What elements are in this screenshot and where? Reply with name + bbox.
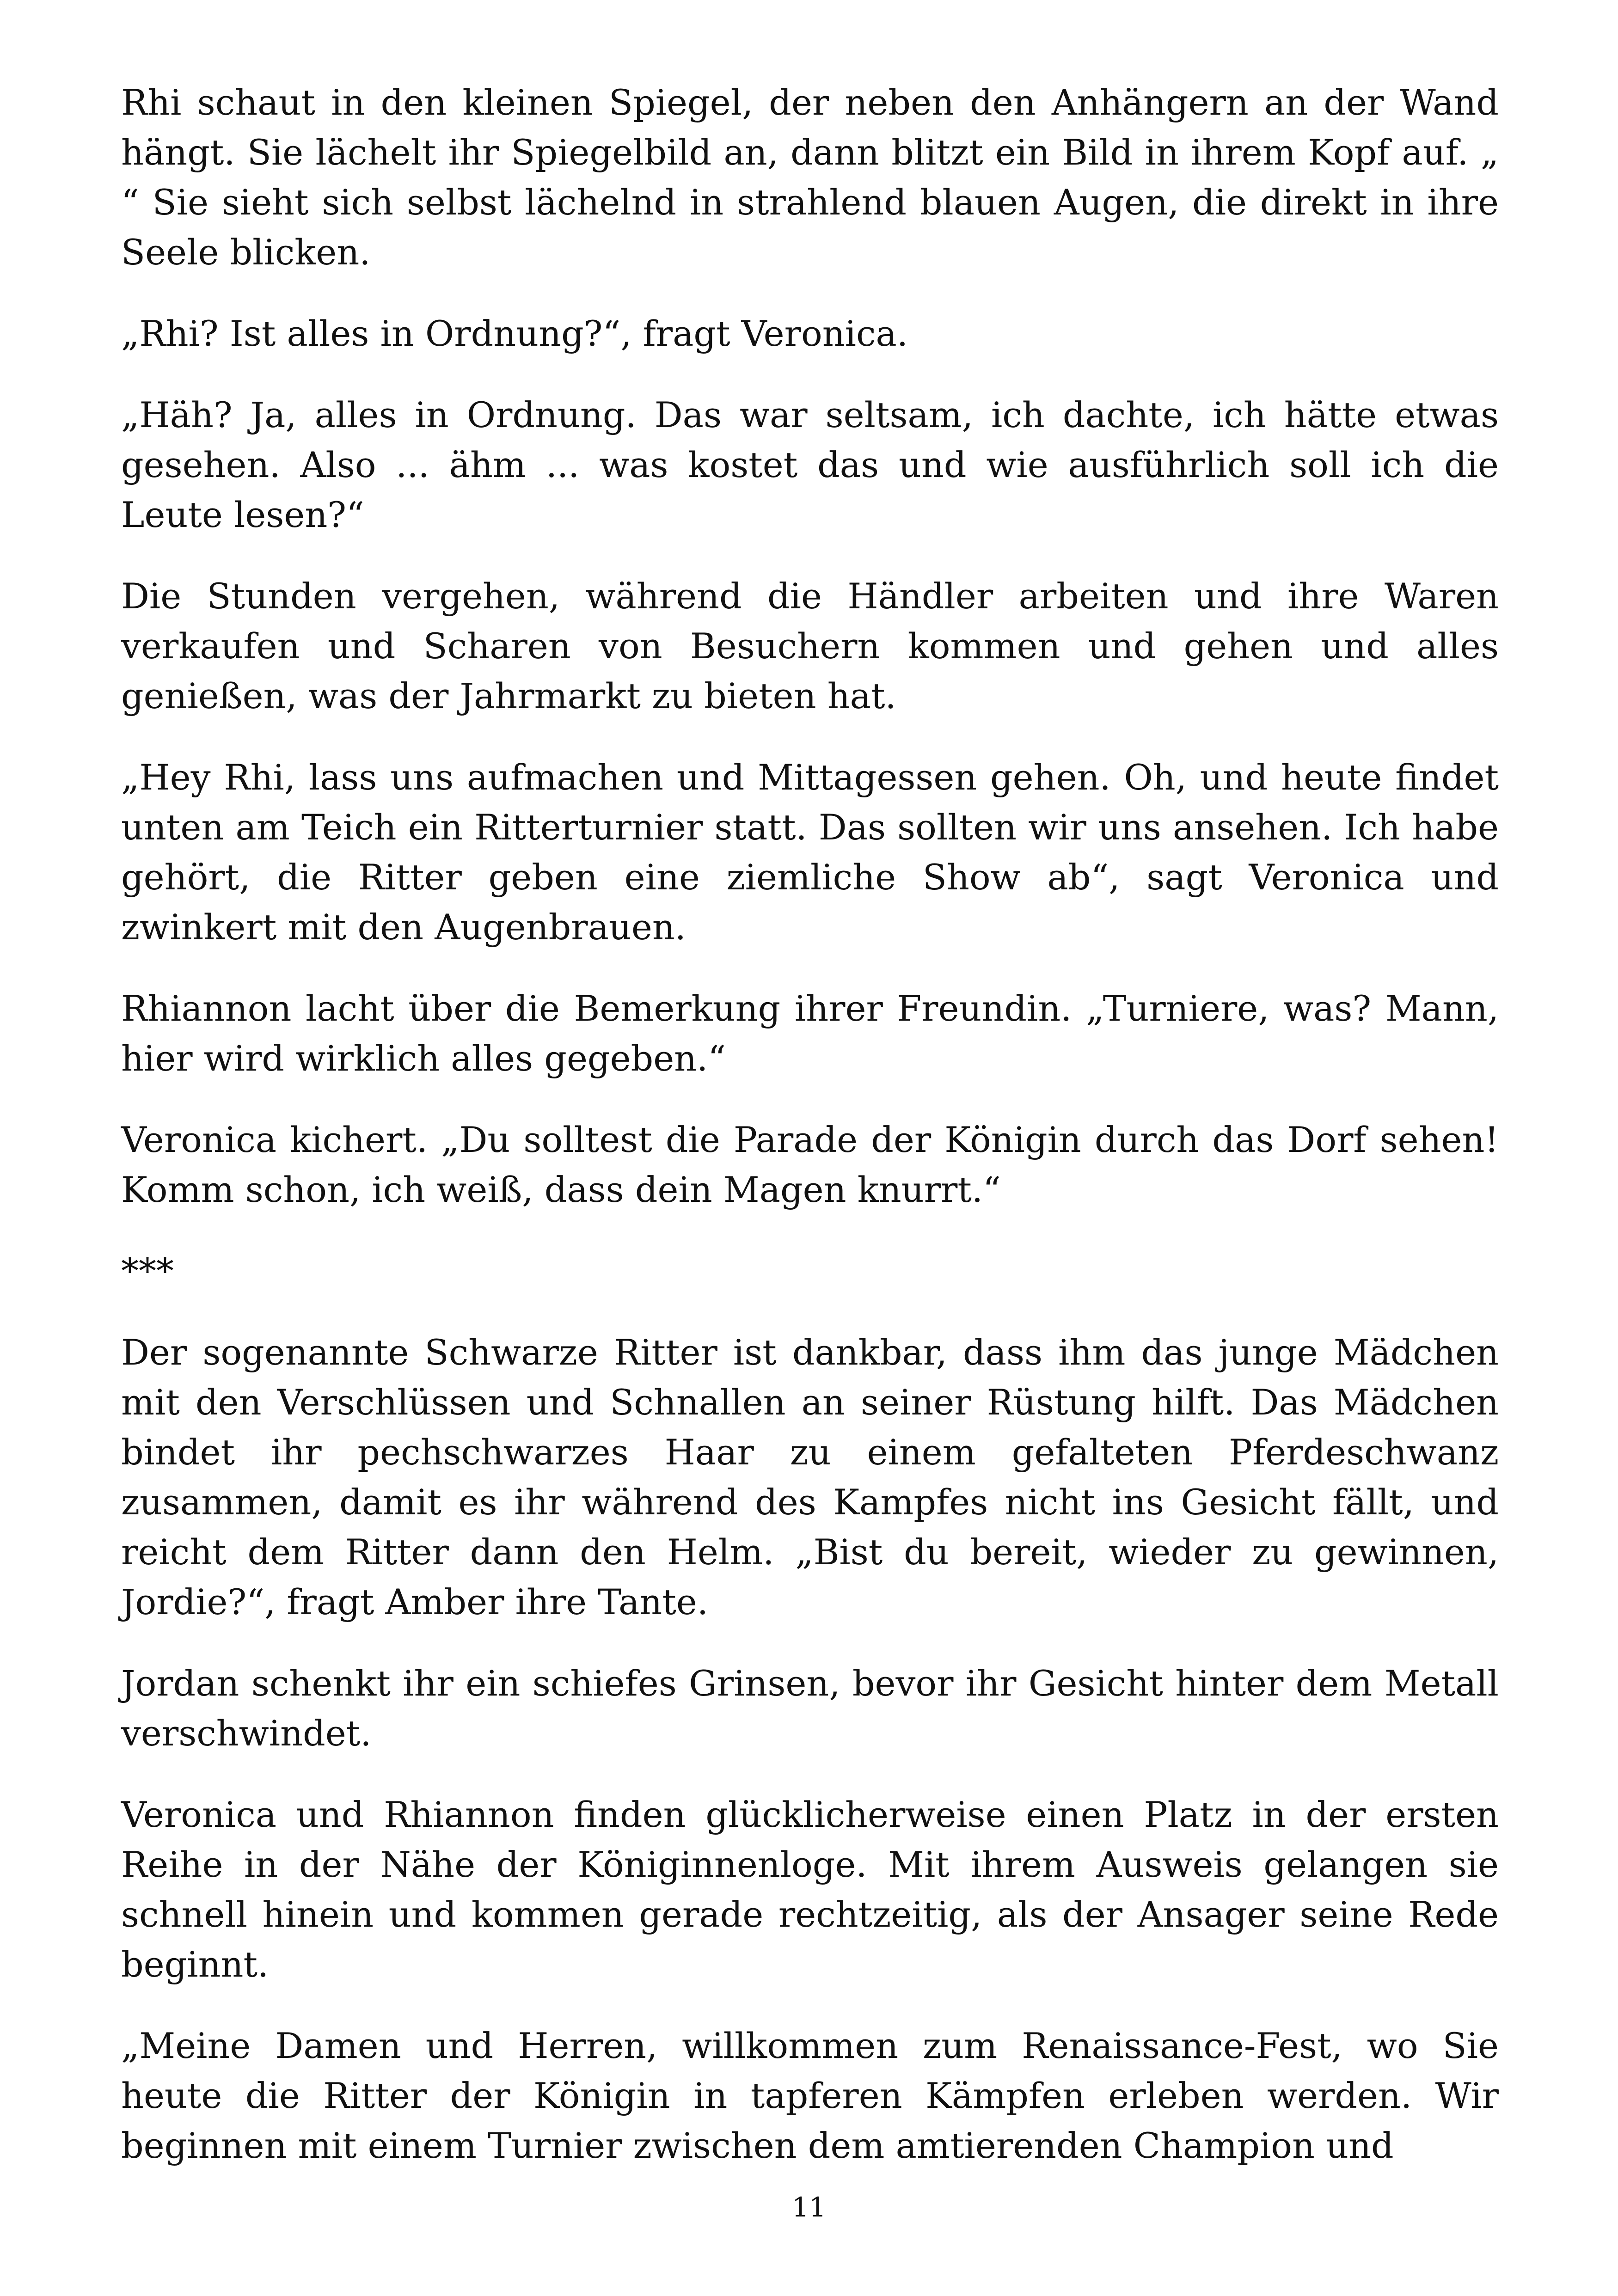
paragraph-3: „Häh? Ja, alles in Ordnung. Das war seltsam, ich dachte, ich hätte etwas gesehen. Also ... ähm ... was kostet das und wie ausführlich soll ich die Leute lesen?“ bbox=[121, 394, 1499, 535]
paragraph-2: „Rhi? Ist alles in Ordnung?“, fragt Veronica. bbox=[121, 313, 908, 354]
scene-break: *** bbox=[121, 1250, 174, 1292]
paragraph-9: Jordan schenkt ihr ein schiefes Grinsen, bevor ihr Gesicht hinter dem Metall verschwindet. bbox=[121, 1663, 1499, 1754]
paragraph-1: Rhi schaut in den kleinen Spiegel, der neben den Anhängern an der Wand hängt. Sie lächelt ihr Spiegelbild an, dann blitzt ein Bild in ihrem Kopf auf. „ “ Sie sieht sich selbst lächelnd in strahlend blauen Augen, die direkt in ihre Seele blicken. bbox=[121, 82, 1499, 273]
paragraph-5: „Hey Rhi, lass uns aufmachen und Mittagessen gehen. Oh, und heute findet unten am Teich ein Ritterturnier statt. Das sollten wir uns ansehen. Ich habe gehört, die Ritter geben eine ziemliche Show ab“, sagt Veronica und zwinkert mit den Augenbrauen. bbox=[121, 757, 1499, 948]
paragraph-6: Rhiannon lacht über die Bemerkung ihrer Freundin. „Turniere, was? Mann, hier wird wirklich alles gegeben.“ bbox=[121, 988, 1499, 1079]
paragraph-8: Der sogenannte Schwarze Ritter ist dankbar, dass ihm das junge Mädchen mit den Verschlüssen und Schnallen an seiner Rüstung hilft. Das Mädchen bindet ihr pechschwarzes Haar zu einem gefalteten Pferdeschwanz zusammen, damit es ihr während des Kampfes nicht ins Gesicht fällt, und reicht dem Ritter dann den Helm. „Bist du bereit, wieder zu gewinnen, Jordie?“, fragt Amber ihre Tante. bbox=[121, 1332, 1499, 1623]
page-number: 11 bbox=[792, 2192, 826, 2223]
paragraph-10: Veronica und Rhiannon finden glücklicherweise einen Platz in der ersten Reihe in der Nähe der Königinnenloge. Mit ihrem Ausweis gelangen sie schnell hinein und kommen gerade rechtzeitig, als der Ansager seine Rede beginnt. bbox=[121, 1794, 1499, 1985]
paragraph-7: Veronica kichert. „Du solltest die Parade der Königin durch das Dorf sehen! Komm schon, ich weiß, dass dein Magen knurrt.“ bbox=[121, 1119, 1499, 1210]
paragraph-4: Die Stunden vergehen, während die Händler arbeiten und ihre Waren verkaufen und Scharen von Besuchern kommen und gehen und alles genießen, was der Jahrmarkt zu bieten hat. bbox=[121, 576, 1499, 716]
paragraph-11: „Meine Damen und Herren, willkommen zum Renaissance-Fest, wo Sie heute die Ritter der Königin in tapferen Kämpfen erleben werden. Wir beginnen mit einem Turnier zwischen dem amtierenden Champion und bbox=[121, 2025, 1499, 2166]
body-text bbox=[121, 78, 1499, 2202]
